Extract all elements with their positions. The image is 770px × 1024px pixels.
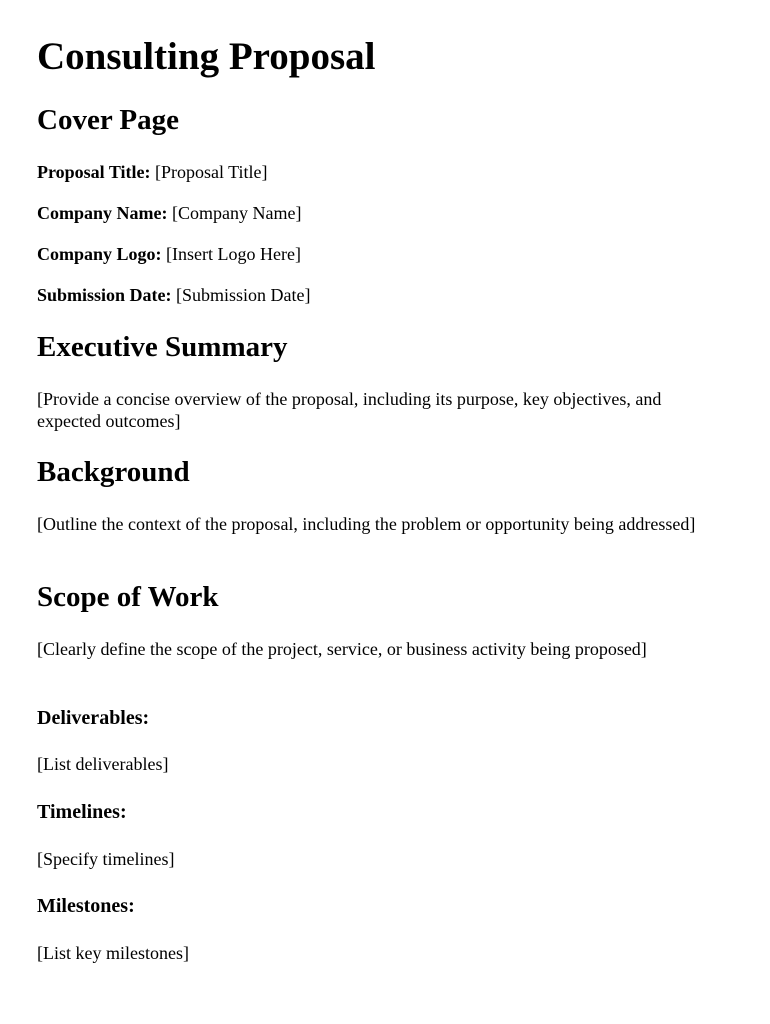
submission-date-field — [37, 284, 311, 306]
timelines-text: [Specify timelines] — [37, 849, 175, 869]
field-label: Company Logo: — [37, 244, 162, 264]
scope-of-work-heading: Scope of Work — [37, 581, 219, 613]
milestones-text: [List key milestones] — [37, 943, 189, 963]
company-name-field — [37, 202, 301, 224]
field-label: Company Name: — [37, 203, 168, 223]
field-value: [Proposal Title] — [155, 162, 268, 182]
deliverables-text: [List deliverables] — [37, 754, 169, 774]
background-text: [Outline the context of the proposal, including the problem or opportunity being addressed] — [37, 514, 696, 534]
field-label: Submission Date: — [37, 285, 172, 305]
field-label: Proposal Title: — [37, 162, 151, 182]
executive-summary-heading: Executive Summary — [37, 331, 288, 363]
scope-of-work-text: [Clearly define the scope of the project, service, or business activity being proposed] — [37, 639, 647, 659]
timelines-heading: Timelines: — [37, 801, 127, 823]
background-heading: Background — [37, 456, 190, 488]
executive-summary-text: [Provide a concise overview of the proposal, including its purpose, key objectives, and expected outcomes] — [37, 389, 662, 431]
company-logo-field — [37, 243, 301, 265]
field-value: [Company Name] — [172, 203, 302, 223]
proposal-title-field — [37, 161, 268, 183]
milestones-heading: Milestones: — [37, 895, 135, 917]
field-value: [Submission Date] — [176, 285, 311, 305]
document-title: Consulting Proposal — [37, 35, 376, 78]
cover-page-heading: Cover Page — [37, 104, 179, 136]
field-value: [Insert Logo Here] — [166, 244, 301, 264]
deliverables-heading: Deliverables: — [37, 707, 150, 729]
